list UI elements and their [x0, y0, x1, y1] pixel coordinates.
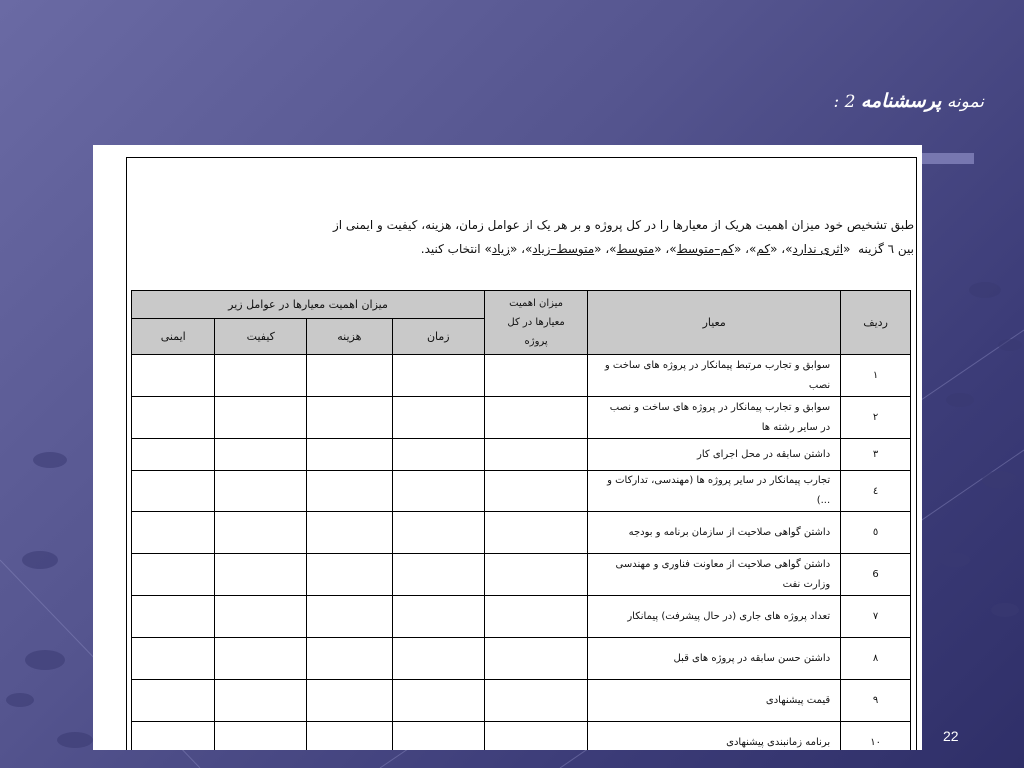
cost-cell[interactable] — [307, 512, 392, 554]
safety-cell[interactable] — [132, 638, 215, 680]
quality-cell[interactable] — [215, 638, 307, 680]
option-5: متوسط–زیاد — [532, 242, 595, 256]
header-quality: کیفیت — [215, 319, 307, 355]
header-time: زمان — [392, 319, 485, 355]
table-row: 6 داشتن گواهی صلاحیت از معاونت فناوری و مهندسی وزارت نفت — [132, 554, 911, 596]
time-cell[interactable] — [392, 512, 485, 554]
option-6: زیاد — [491, 242, 510, 256]
questionnaire-page — [93, 145, 922, 750]
table-row: ٧ تعداد پروژه های جاری (در حال پیشرفت) پیمانکار — [132, 596, 911, 638]
safety-cell[interactable] — [132, 722, 215, 751]
slide-title — [834, 90, 985, 112]
overall-cell[interactable] — [485, 512, 588, 554]
instructions-paragraph — [150, 213, 914, 261]
overall-cell[interactable] — [485, 596, 588, 638]
time-cell[interactable] — [392, 596, 485, 638]
option-3: کم–متوسط — [676, 242, 735, 256]
overall-cell[interactable] — [485, 554, 588, 596]
overall-cell[interactable] — [485, 397, 588, 439]
table-row: ١ سوابق و تجارب مرتبط پیمانکار در پروژه های ساخت و نصب — [132, 355, 911, 397]
safety-cell[interactable] — [132, 439, 215, 471]
overall-cell[interactable] — [485, 439, 588, 471]
quality-cell[interactable] — [215, 596, 307, 638]
time-cell[interactable] — [392, 397, 485, 439]
table-row: ٣ داشتن سابقه در محل اجرای کار — [132, 439, 911, 471]
title-prefix: نمونه — [946, 92, 984, 112]
table-row: ٢ سوابق و تجارب پیمانکار در پروژه های ساخت و نصب در سایر رشته ها — [132, 397, 911, 439]
cost-cell[interactable] — [307, 471, 392, 512]
overall-cell[interactable] — [485, 722, 588, 751]
option-2: کم — [756, 242, 771, 256]
quality-cell[interactable] — [215, 680, 307, 722]
header-criterion: معیار — [588, 291, 841, 355]
header-row-number: ردیف — [841, 291, 911, 355]
safety-cell[interactable] — [132, 471, 215, 512]
safety-cell[interactable] — [132, 355, 215, 397]
overall-cell[interactable] — [485, 471, 588, 512]
cost-cell[interactable] — [307, 397, 392, 439]
quality-cell[interactable] — [215, 355, 307, 397]
time-cell[interactable] — [392, 355, 485, 397]
instructions-line-2: بین ٦ گزینه «اثری ندارد»، «کم»، «کم–متوسط»، «متوسط»، «متوسط–زیاد»، «زیاد» انتخاب کنید. — [420, 242, 914, 256]
header-factor-group: میزان اهمیت معیارها در عوامل زیر — [132, 291, 485, 319]
accent-bar — [922, 153, 974, 164]
quality-cell[interactable] — [215, 512, 307, 554]
cost-cell[interactable] — [307, 596, 392, 638]
time-cell[interactable] — [392, 471, 485, 512]
time-cell[interactable] — [392, 554, 485, 596]
time-cell[interactable] — [392, 680, 485, 722]
cost-cell[interactable] — [307, 680, 392, 722]
safety-cell[interactable] — [132, 397, 215, 439]
overall-cell[interactable] — [485, 680, 588, 722]
quality-cell[interactable] — [215, 397, 307, 439]
quality-cell[interactable] — [215, 471, 307, 512]
table-row: ٥ داشتن گواهی صلاحیت از سازمان برنامه و بودجه — [132, 512, 911, 554]
time-cell[interactable] — [392, 722, 485, 751]
cost-cell[interactable] — [307, 439, 392, 471]
header-cost: هزینه — [307, 319, 392, 355]
title-suffix: 2 : — [833, 92, 856, 112]
table-row: ٨ داشتن حسن سابقه در پروژه های قبل — [132, 638, 911, 680]
cost-cell[interactable] — [307, 355, 392, 397]
overall-cell[interactable] — [485, 638, 588, 680]
option-1: اثری ندارد — [792, 242, 844, 256]
table-row: ٤ تجارب پیمانکار در سایر پروژه ها (مهندسی، تدارکات و ...) — [132, 471, 911, 512]
cost-cell[interactable] — [307, 554, 392, 596]
criteria-table — [131, 290, 911, 750]
safety-cell[interactable] — [132, 512, 215, 554]
overall-cell[interactable] — [485, 355, 588, 397]
cost-cell[interactable] — [307, 638, 392, 680]
quality-cell[interactable] — [215, 554, 307, 596]
safety-cell[interactable] — [132, 596, 215, 638]
slide-number: 22 — [943, 728, 959, 744]
table-row: ١٠ برنامه زمانبندی پیشنهادی — [132, 722, 911, 751]
option-4: متوسط — [616, 242, 655, 256]
safety-cell[interactable] — [132, 554, 215, 596]
cost-cell[interactable] — [307, 722, 392, 751]
quality-cell[interactable] — [215, 439, 307, 471]
safety-cell[interactable] — [132, 680, 215, 722]
table-row: ٩ قیمت پیشنهادی — [132, 680, 911, 722]
title-bold-word: پرسشنامه — [860, 90, 942, 112]
time-cell[interactable] — [392, 439, 485, 471]
quality-cell[interactable] — [215, 722, 307, 751]
time-cell[interactable] — [392, 638, 485, 680]
header-safety: ایمنی — [132, 319, 215, 355]
instructions-line-1: طبق تشخیص خود میزان اهمیت هریک از معیارها را در کل پروژه و بر هر یک از عوامل زمان، هزینه، کیفیت و ایمنی از — [332, 218, 914, 232]
header-overall-importance: میزان اهمیت معیارها در کل پروژه — [485, 291, 588, 355]
